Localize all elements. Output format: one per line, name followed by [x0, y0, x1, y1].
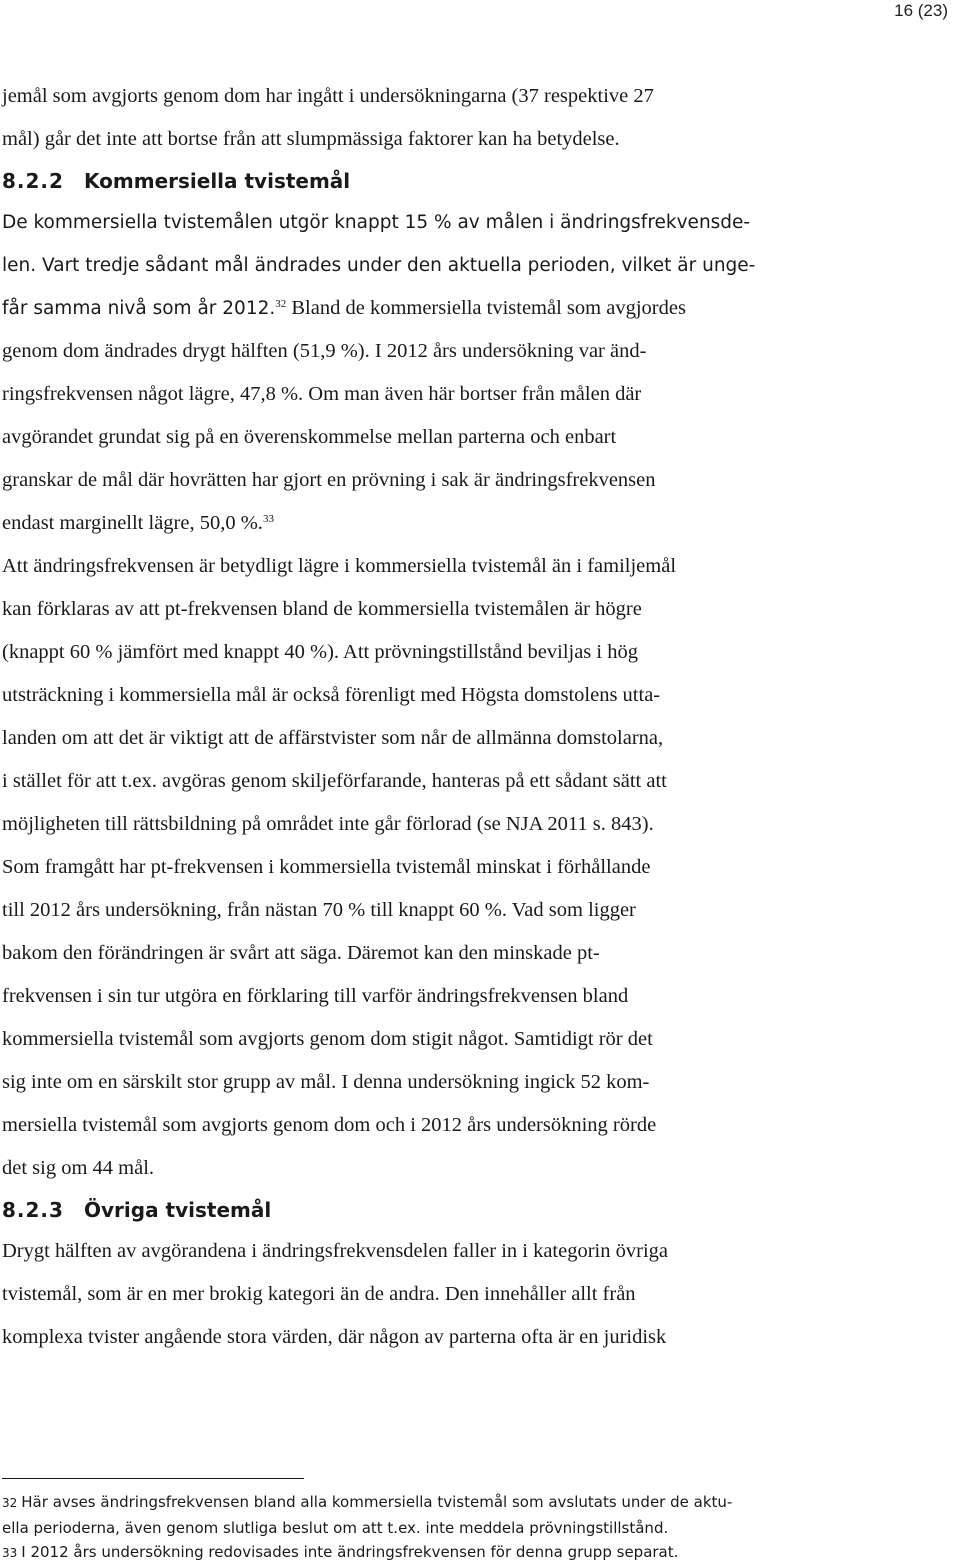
paragraph-8-2-1-tail — [2, 75, 802, 161]
text-line: avgörandet grundat sig på en överenskommelse mellan parterna och enbart — [2, 426, 617, 448]
footnote-text: I 2012 års undersökning redovisades inte ändringsfrekvensen för denna grupp separat. — [21, 1543, 679, 1561]
text-line: det sig om 44 mål. — [2, 1157, 155, 1179]
section-heading-8-2-2 — [2, 161, 802, 201]
text-line: jemål som avgjorts genom dom har ingått i undersökningarna (37 respektive 27 — [2, 85, 654, 107]
footnote-mark: 33 — [2, 1546, 18, 1560]
text-line: De kommersiella tvistemålen utgör knappt 15 % av målen i ändringsfrekvensde- — [2, 212, 751, 233]
text-line: kan förklaras av att pt-frekvensen bland de kommersiella tvistemålen är högre — [2, 598, 642, 620]
section-title: Övriga tvistemål — [84, 1198, 272, 1222]
text-line: bakom den förändringen är svårt att säga. Däremot kan den minskade pt- — [2, 942, 600, 964]
page-number: 16 (23) — [894, 1, 948, 20]
text-fragment: endast marginellt lägre, 50,0 %. — [2, 512, 263, 534]
text-line: tvistemål, som är en mer brokig kategori än de andra. Den innehåller allt från — [2, 1283, 636, 1305]
text-line: genom dom ändrades drygt hälften (51,9 %). I 2012 års undersökning var änd- — [2, 340, 647, 362]
paragraph-8-2-2-p3 — [2, 846, 802, 1190]
text-line: (knappt 60 % jämfört med knappt 40 %). Att prövningstillstånd beviljas i hög — [2, 641, 638, 663]
text-line: frekvensen i sin tur utgöra en förklaring till varför ändringsfrekvensen bland — [2, 985, 629, 1007]
paragraph-8-2-2-p2 — [2, 545, 802, 846]
text-line: landen om att det är viktigt att de affärstvister som når de allmänna domstolarna, — [2, 727, 664, 749]
text-line: utsträckning i kommersiella mål är också förenligt med Högsta domstolens utta- — [2, 684, 661, 706]
footnote-ref-32[interactable]: 32 — [275, 298, 287, 310]
footnote-ref-33[interactable]: 33 — [262, 513, 274, 525]
footnote-32 — [2, 1490, 802, 1516]
text-line: kommersiella tvistemål som avgjorts genom dom stigit något. Samtidigt rör det — [2, 1028, 653, 1050]
section-number: 8.2.2 — [2, 169, 64, 193]
text-line: len. Vart tredje sådant mål ändrades under den aktuella perioden, vilket är unge- — [2, 255, 756, 276]
section-title: Kommersiella tvistemål — [84, 169, 351, 193]
section-heading-8-2-3 — [2, 1190, 802, 1230]
text-line: Som framgått har pt-frekvensen i kommersiella tvistemål minskat i förhållande — [2, 856, 651, 878]
footnote-mark: 32 — [2, 1496, 18, 1510]
footnote-text: Här avses ändringsfrekvensen bland alla kommersiella tvistemål som avslutats under de aktu- — [21, 1493, 733, 1511]
section-number: 8.2.3 — [2, 1198, 64, 1222]
text-line: komplexa tvister angående stora värden, där någon av parterna ofta är en juridisk — [2, 1326, 667, 1348]
text-line: sig inte om en särskilt stor grupp av mål. I denna undersökning ingick 52 kom- — [2, 1071, 650, 1093]
text-line: ringsfrekvensen något lägre, 47,8 %. Om man även här bortser från målen där — [2, 383, 642, 405]
paragraph-8-2-2-p1 — [2, 201, 802, 545]
footnote-32-continued: ella perioderna, även genom slutliga beslut om att t.ex. inte meddela prövningstillstånd. — [2, 1518, 669, 1537]
text-line: granskar de mål där hovrätten har gjort en prövning i sak är ändringsfrekvensen — [2, 469, 656, 491]
text-fragment: får samma nivå som år 2012. — [2, 298, 276, 319]
text-line: Drygt hälften av avgörandena i ändringsfrekvensdelen faller in i kategorin övriga — [2, 1240, 668, 1262]
footnotes — [2, 1490, 802, 1566]
text-line: Att ändringsfrekvensen är betydligt lägre i kommersiella tvistemål än i familjemål — [2, 555, 677, 577]
footnote-separator — [2, 1478, 304, 1479]
text-line: i stället för att t.ex. avgöras genom skiljeförfarande, hanteras på ett sådant sätt att — [2, 770, 667, 792]
footnote-33 — [2, 1540, 802, 1566]
text-line — [2, 502, 802, 545]
text-line — [2, 287, 802, 330]
text-line: mersiella tvistemål som avgjorts genom dom och i 2012 års undersökning rörde — [2, 1114, 657, 1136]
document-body — [2, 75, 802, 1359]
text-fragment: Bland de kommersiella tvistemål som avgjordes — [286, 297, 686, 319]
paragraph-8-2-3-p1 — [2, 1230, 802, 1359]
text-line: möjligheten till rättsbildning på området inte går förlorad (se NJA 2011 s. 843). — [2, 813, 654, 835]
text-line: mål) går det inte att bortse från att slumpmässiga faktorer kan ha betydelse. — [2, 128, 620, 150]
text-line: till 2012 års undersökning, från nästan 70 % till knappt 60 %. Vad som ligger — [2, 899, 636, 921]
